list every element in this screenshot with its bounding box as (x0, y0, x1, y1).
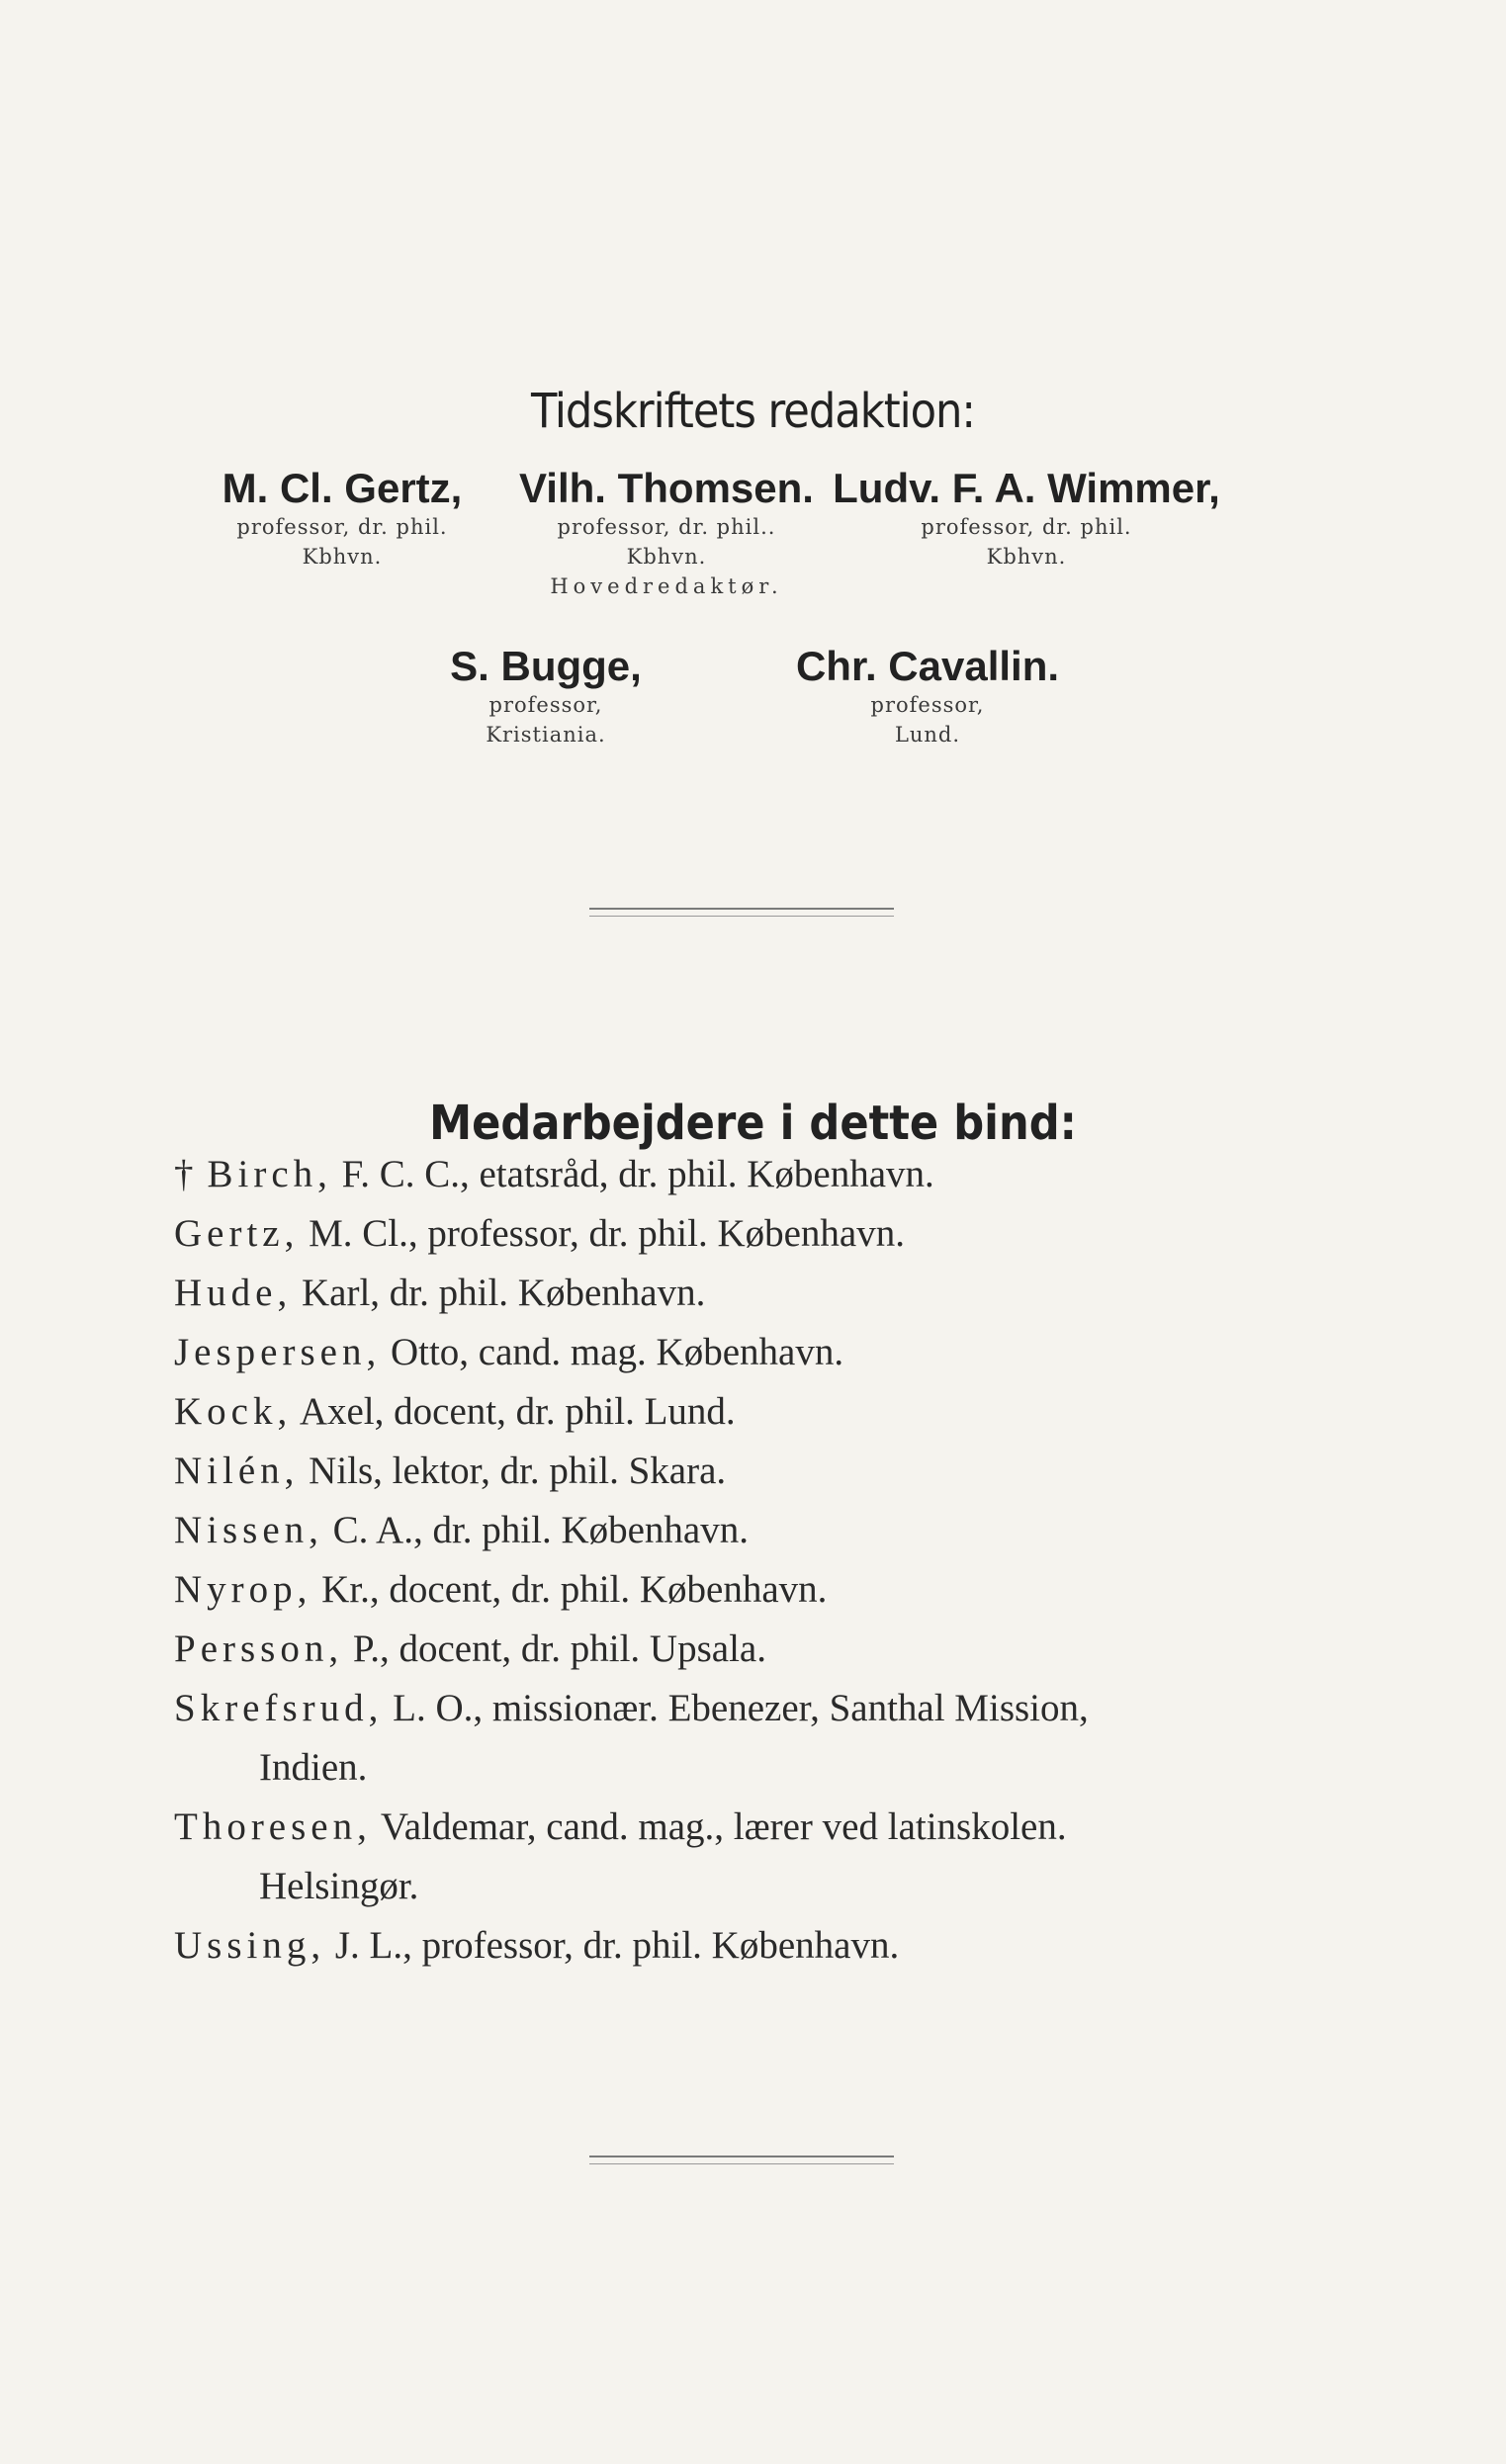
redaktion-heading: Tidskriftets redaktion: (531, 384, 975, 439)
editor-name: Ludv. F. A. Wimmer, (833, 465, 1220, 511)
list-item (174, 1560, 1400, 1620)
contributor-surname: Nissen, (174, 1509, 323, 1551)
editor-name: M. Cl. Gertz, (221, 465, 463, 511)
contributor-surname: Nyrop, (174, 1568, 312, 1611)
contributor-details: P., docent, dr. phil. Upsala. (343, 1628, 766, 1670)
contributor-details: Karl, dr. phil. København. (292, 1272, 706, 1314)
contributor-details: M. Cl., professor, dr. phil. København. (299, 1212, 905, 1255)
contributor-surname: Ussing, (174, 1924, 326, 1967)
contributor-surname: Nilén, (174, 1450, 300, 1492)
contributor-details: Otto, cand. mag. København. (381, 1331, 844, 1373)
editor-title: professor, (488, 693, 603, 717)
editor-role: Hovedredaktør. (550, 574, 783, 598)
editor-place: Kristiania. (486, 723, 606, 747)
contributor-details: Axel, docent, dr. phil. Lund. (292, 1390, 736, 1433)
editor-place: Kbhvn. (626, 545, 707, 569)
editor-name: Chr. Cavallin. (795, 643, 1060, 689)
editor-title: professor, dr. phil. (921, 515, 1132, 539)
editor-name: S. Bugge, (450, 643, 642, 689)
contributor-details: Nils, lektor, dr. phil. Skara. (299, 1450, 727, 1492)
contributor-surname: Hude, (174, 1272, 293, 1314)
list-item (174, 1798, 1400, 1916)
contributor-details: Valdemar, cand. mag., lærer ved latinskolen. (371, 1805, 1067, 1848)
editor-title: professor, dr. phil. (236, 515, 448, 539)
list-item (174, 1620, 1400, 1679)
contributor-surname: Birch, (207, 1153, 332, 1195)
contributor-details: L. O., missionær. Ebenezer, Santhal Mission, (383, 1687, 1089, 1729)
editor-place: Kbhvn. (302, 545, 383, 569)
contributor-surname: Jespersen, (174, 1331, 382, 1373)
list-item (174, 1382, 1400, 1442)
contributor-details: Kr., docent, dr. phil. København. (311, 1568, 828, 1611)
list-item (174, 1916, 1400, 1976)
contributor-continuation: Indien. (259, 1746, 368, 1789)
list-item (174, 1442, 1400, 1501)
editor-wimmer (799, 465, 1254, 572)
contributor-list (174, 1145, 1400, 1976)
divider-rule (589, 908, 894, 917)
list-item (174, 1204, 1400, 1264)
contributor-surname: Thoresen, (174, 1805, 372, 1848)
contributor-details: J. L., professor, dr. phil. København. (325, 1924, 900, 1967)
list-item (174, 1679, 1400, 1798)
editor-cavallin (700, 643, 1155, 749)
contributor-details: F. C. C., etatsråd, dr. phil. København. (331, 1153, 934, 1195)
list-item (174, 1501, 1400, 1560)
editor-name: Vilh. Thomsen. (519, 465, 814, 511)
contributor-surname: Skrefsrud, (174, 1687, 384, 1729)
editor-place: Kbhvn. (986, 545, 1067, 569)
editor-place: Lund. (894, 723, 961, 747)
editor-title: professor, dr. phil.. (557, 515, 776, 539)
contributor-surname: Gertz, (174, 1212, 300, 1255)
list-item (174, 1323, 1400, 1382)
medarbejdere-heading: Medarbejdere i dette bind: (429, 1096, 1077, 1151)
list-item (174, 1145, 1400, 1204)
list-item (174, 1264, 1400, 1323)
contributor-surname: Kock, (174, 1390, 293, 1433)
contributor-surname: Persson, (174, 1628, 344, 1670)
dagger-mark: † (174, 1153, 194, 1195)
divider-rule (589, 2156, 894, 2164)
contributor-continuation: Helsingør. (259, 1865, 419, 1907)
contributor-details: C. A., dr. phil. København. (322, 1509, 749, 1551)
editor-title: professor, (870, 693, 985, 717)
